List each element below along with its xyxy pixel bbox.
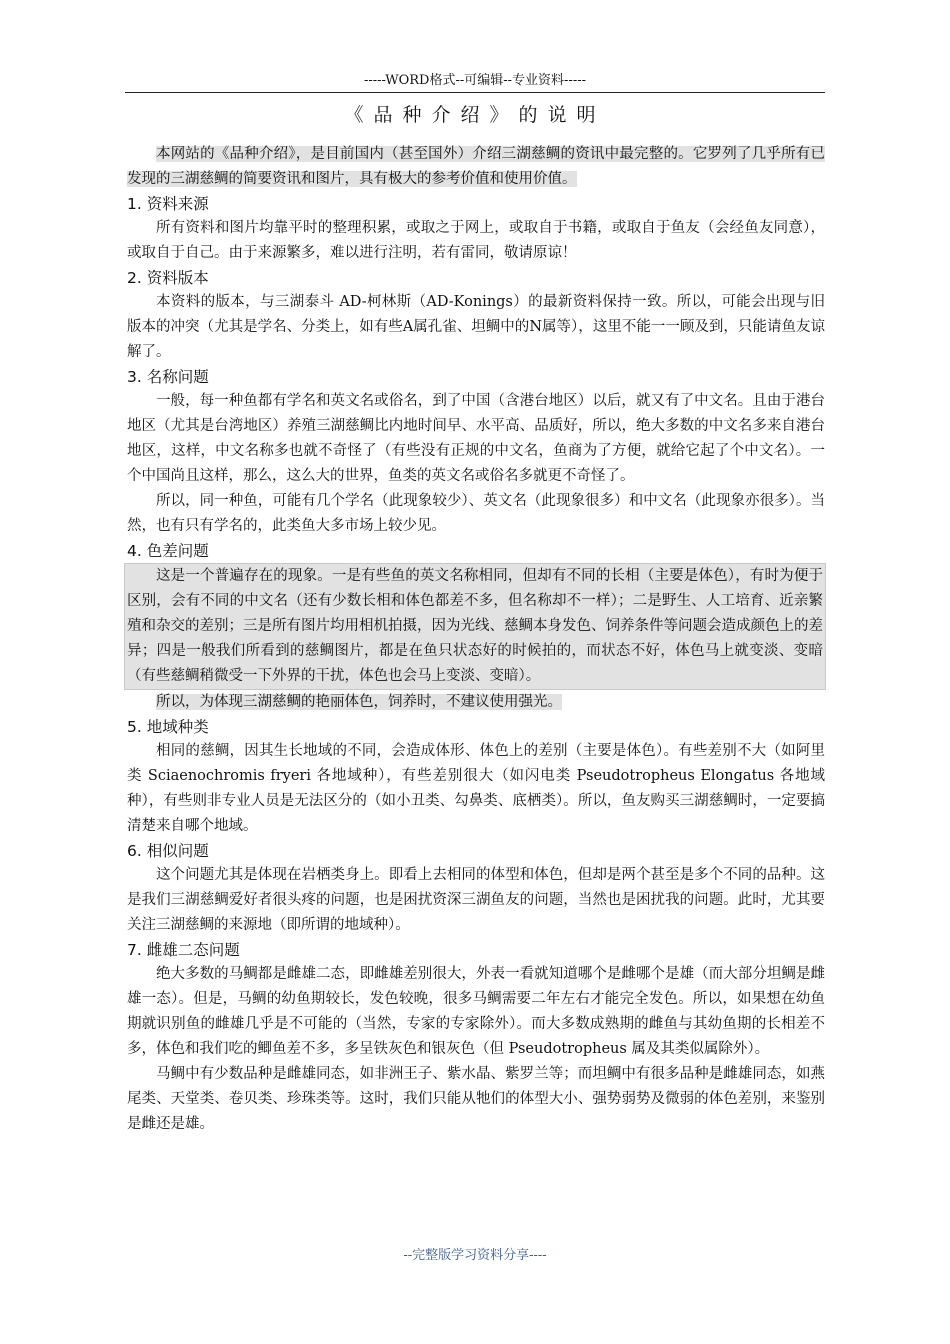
section-heading-regional-variants: 5. 地域种类 [127, 718, 209, 736]
paragraph-color-2 [127, 690, 825, 715]
highlighted-block [124, 563, 826, 690]
paragraph-sources: 所有资料和图片均靠平时的整理积累，或取之于网上，或取自于书籍，或取自于鱼友（会经鱼友同意），或取自于自己。由于来源繁多，难以进行注明，若有雷同，敬请原谅！ [127, 220, 825, 261]
page-footer: --完整版学习资料分享---- [403, 1248, 547, 1263]
paragraph-color-2-text: 所以，为体现三湖慈鲷的艳丽体色，饲养时，不建议使用强光。 [156, 694, 562, 710]
paragraph-dimorphism-1: 绝大多数的马鲷都是雌雄二态，即雌雄差别很大，外表一看就知道哪个是雌哪个是雄（而大部分坦鲷是雌雄一态）。但是，马鲷的幼鱼期较长，发色较晚，很多马鲷需要二年左右才能完全发色。所以，如果想在幼鱼期就识别鱼的雌雄几乎是不可能的（当然，专家的专家除外）。而大多数成熟期的雌鱼与其幼鱼期的长相差不多，体色和我们吃的鲫鱼差不多，多呈铁灰色和银灰色（但 Pseudotropheus 属及其类似属除外）。 [127, 966, 825, 1057]
section-heading-naming: 3. 名称问题 [127, 368, 209, 386]
section-heading-dimorphism: 7. 雌雄二态问题 [127, 941, 240, 959]
section-heading-similarity: 6. 相似问题 [127, 842, 209, 860]
section-heading-version: 2. 资料版本 [127, 269, 209, 287]
paragraph-similarity: 这个问题尤其是体现在岩栖类身上。即看上去相同的体型和体色，但却是两个甚至是多个不同的品种。这是我们三湖慈鲷爱好者很头疼的问题，也是困扰资深三湖鱼友的问题，当然也是困扰我的问题。此时，尤其要关注三湖慈鲷的来源地（即所谓的地域种）。 [127, 867, 825, 933]
document-title: 《品种介绍》的说明 [344, 104, 606, 126]
section-heading-color-difference: 4. 色差问题 [127, 542, 209, 560]
paragraph-naming-2: 所以，同一种鱼，可能有几个学名（此现象较少）、英文名（此现象很多）和中文名（此现象亦很多）。当然，也有只有学名的，此类鱼大多市场上较少见。 [127, 493, 825, 534]
intro-paragraph [127, 142, 825, 192]
section-heading-sources: 1. 资料来源 [127, 195, 209, 213]
page-header: -----WORD格式--可编辑--专业资料----- [125, 72, 825, 93]
intro-text: 本网站的《品种介绍》，是目前国内（甚至国外）介绍三湖慈鲷的资讯中最完整的。它罗列了几乎所有已发现的三湖慈鲷的简要资讯和图片，具有极大的参考价值和使用价值。 [127, 146, 825, 187]
paragraph-color-1: 这是一个普遍存在的现象。一是有些鱼的英文名称相同，但却有不同的长相（主要是体色），有时为便于区别，会有不同的中文名（还有少数长相和体色都差不多，但名称却不一样）；二是野生、人工培育、近亲繁殖和杂交的差别；三是所有图片均用相机拍摄，因为光线、慈鲷本身发色、饲养条件等问题会造成颜色上的差异；四是一般我们所看到的慈鲷图片，都是在鱼只状态好的时候拍的，而状态不好，体色马上就变淡、变暗（有些慈鲷稍微受一下外界的干扰，体色也会马上变淡、变暗）。 [127, 568, 823, 684]
paragraph-dimorphism-2: 马鲷中有少数品种是雌雄同态，如非洲王子、紫水晶、紫罗兰等；而坦鲷中有很多品种是雌雄同态，如燕尾类、天堂类、卷贝类、珍珠类等。这时，我们只能从牠们的体型大小、强势弱势及微弱的体色差别，来鉴别是雌还是雄。 [127, 1066, 825, 1132]
paragraph-naming-1: 一般，每一种鱼都有学名和英文名或俗名，到了中国（含港台地区）以后，就又有了中文名。且由于港台地区（尤其是台湾地区）养殖三湖慈鲷比内地时间早、水平高、品质好，所以，绝大多数的中文名多来自港台地区，这样，中文名称多也就不奇怪了（有些没有正规的中文名，鱼商为了方便，就给它起了个中文名）。一个中国尚且这样，那么，这么大的世界，鱼类的英文名或俗名多就更不奇怪了。 [127, 393, 825, 484]
paragraph-version: 本资料的版本，与三湖泰斗 AD-柯林斯（AD-Konings）的最新资料保持一致。所以，可能会出现与旧版本的冲突（尤其是学名、分类上，如有些A属孔雀、坦鲷中的N属等），这里不能一一顾及到，只能请鱼友谅解了。 [127, 294, 825, 360]
paragraph-regional: 相同的慈鲷，因其生长地域的不同，会造成体形、体色上的差别（主要是体色）。有些差别不大（如阿里类 Sciaenochromis fryeri 各地域种），有些差别很大（如闪电类 Pseudotropheus Elongatus 各地域种），有些则非专业人员是无法区分的（如小丑类、勾鼻类、底栖类）。所以，鱼友购买三湖慈鲷时，一定要搞清楚来自哪个地域。 [127, 743, 825, 834]
document-body [127, 142, 825, 1137]
